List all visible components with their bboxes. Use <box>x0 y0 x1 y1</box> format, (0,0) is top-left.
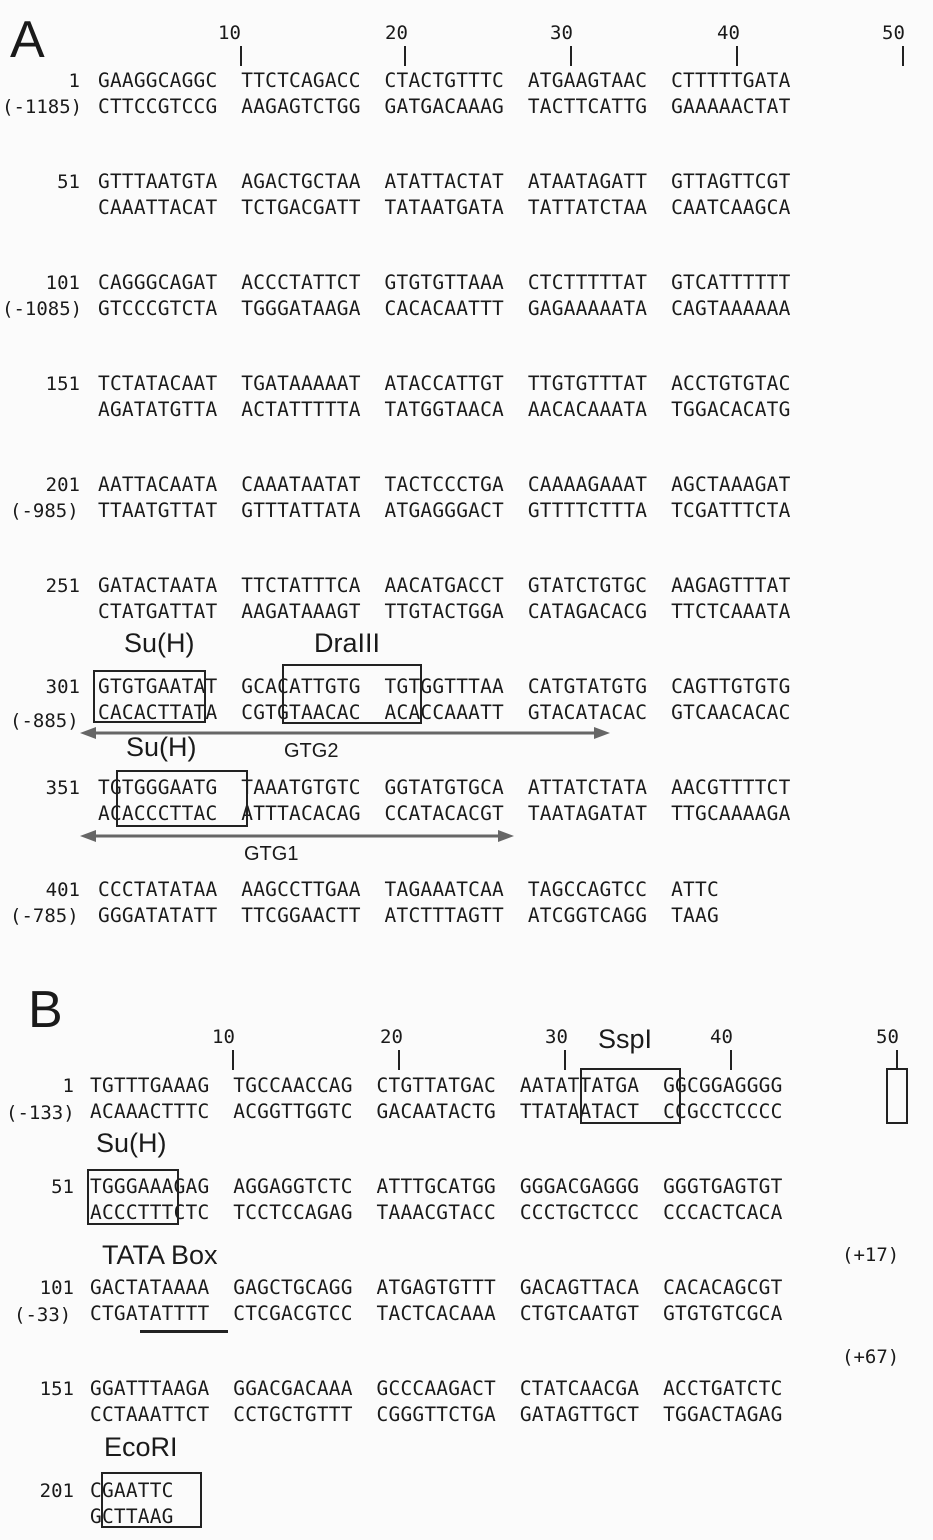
sequence-bottom-strand: CTATGATTAT AAGATAAAGT TTGTACTGGA CATAGACACG TTCTCAAATA <box>98 600 791 623</box>
ruler-num: 40 <box>717 22 740 44</box>
row-coordinate: (-133) <box>6 1102 75 1124</box>
draiii-site-box <box>282 664 422 724</box>
sequence-bottom-strand: CACACTTATA CGTGTAACAC ACACCAAATT GTACATACAC GTCAACACAC <box>98 701 791 724</box>
row-coordinate: (-785) <box>10 905 79 927</box>
sequence-top-strand: CCCTATATAA AAGCCTTGAA TAGAAATCAA TAGCCAGTCC ATTC <box>98 878 719 901</box>
sequence-top-strand: AATTACAATA CAAATAATAT TACTCCCTGA CAAAAGAAAT AGCTAAAGAT <box>98 473 791 496</box>
row-number: 201 <box>45 474 80 496</box>
ruler-tick <box>730 1050 732 1070</box>
ruler-tick <box>902 46 904 66</box>
ruler-num: 10 <box>218 22 241 44</box>
sequence-bottom-strand: CTTCCGTCCG AAGAGTCTGG GATGACAAAG TACTTCATTG GAAAAACTAT <box>98 95 791 118</box>
sequence-bottom-strand: AGATATGTTA ACTATTTTTA TATGGTAACA AACACAAATA TGGACACATG <box>98 398 791 421</box>
row-number: 51 <box>57 171 80 193</box>
ecori-site-box <box>101 1472 202 1528</box>
sequence-top-strand: GATACTAATA TTCTATTTCA AACATGACCT GTATCTGTGC AAGAGTTTAT <box>98 574 791 597</box>
draiii-site-label: DraIII <box>314 628 381 658</box>
row-coordinate: (-1185) <box>2 96 83 118</box>
gtg2-label: GTG2 <box>284 740 339 762</box>
sequence-bottom-strand: CAAATTACAT TCTGACGATT TATAATGATA TATTATCTAA CAATCAAGCA <box>98 196 791 219</box>
gtg1-label: GTG1 <box>244 843 299 865</box>
row-number: 151 <box>45 373 80 395</box>
ruler-num: 20 <box>380 1026 403 1048</box>
row-number: 1 <box>68 70 80 92</box>
tata-box-label: TATA Box <box>102 1240 218 1270</box>
sequence-top-strand: GGATTTAAGA GGACGACAAA GCCCAAGACT CTATCAACGA ACCTGATCTC <box>90 1377 783 1400</box>
ruler-tick <box>570 46 572 66</box>
row-coordinate: (-1085) <box>2 298 83 320</box>
sequence-top-strand: CAGGGCAGAT ACCCTATTCT GTGTGTTAAA CTCTTTTTAT GTCATTTTTT <box>98 271 791 294</box>
suh-site-box <box>93 670 206 723</box>
row-number: 301 <box>45 676 80 698</box>
ecori-site-label: EcoRI <box>104 1432 178 1462</box>
sequence-top-strand: GAAGGCAGGC TTCTCAGACC CTACTGTTTC ATGAAGTAAC CTTTTTGATA <box>98 69 791 92</box>
ruler-num: 50 <box>882 22 905 44</box>
ruler-tick <box>404 46 406 66</box>
row-number: 101 <box>45 272 80 294</box>
ruler-num: 50 <box>876 1026 899 1048</box>
sequence-bottom-strand: GTCCCGTCTA TGGGATAAGA CACACAATTT GAGAAAAATA CAGTAAAAAA <box>98 297 791 320</box>
sequence-top-strand: GTTTAATGTA AGACTGCTAA ATATTACTAT ATAATAGATT GTTAGTTCGT <box>98 170 791 193</box>
suh-site-label: Su(H) <box>96 1128 167 1158</box>
ruler-num: 30 <box>550 22 573 44</box>
sequence-bottom-strand: TTAATGTTAT GTTTATTATA ATGAGGGACT GTTTTCTTTA TCGATTTCTA <box>98 499 791 522</box>
ruler-num: 20 <box>385 22 408 44</box>
position-label-plus17: (+17) <box>842 1244 900 1266</box>
row-number: 101 <box>39 1277 74 1299</box>
ruler-num: 40 <box>710 1026 733 1048</box>
suh-site-box <box>87 1169 179 1225</box>
sequence-top-strand: TGTTTGAAAG TGCCAACCAG CTGTTATGAC AATATTATGA GGCGGAGGGG <box>90 1074 783 1097</box>
sspi-site-label: SspI <box>598 1024 653 1054</box>
row-number: 351 <box>45 777 80 799</box>
ruler-tick <box>896 1050 898 1070</box>
ruler-num: 30 <box>545 1026 568 1048</box>
sequence-top-strand: TGTGGGAATG TAAATGTGTC GGTATGTGCA ATTATCTATA AACGTTTTCT <box>98 776 791 799</box>
row-number: 1 <box>62 1075 74 1097</box>
ruler-tick <box>564 1050 566 1070</box>
suh-site-label: Su(H) <box>126 732 197 762</box>
sequence-top-strand: GACTATAAAA GAGCTGCAGG ATGAGTGTTT GACAGTTACA CACACAGCGT <box>90 1276 783 1299</box>
row-number: 201 <box>39 1480 74 1502</box>
suh-site-label: Su(H) <box>124 628 195 658</box>
ruler-tick <box>398 1050 400 1070</box>
sequence-top-strand: GTGTGAATAT GCACATTGTG TGTGGTTTAA CATGTATGTG CAGTTGTGTG <box>98 675 791 698</box>
row-coordinate: (-985) <box>10 500 79 522</box>
row-number: 51 <box>51 1176 74 1198</box>
sequence-bottom-strand: CCTAAATTCT CCTGCTGTTT CGGGTTCTGA GATAGTTGCT TGGACTAGAG <box>90 1403 783 1426</box>
sequence-top-strand: TCTATACAAT TGATAAAAAT ATACCATTGT TTGTGTTTAT ACCTGTGTAC <box>98 372 791 395</box>
sequence-bottom-strand: GGGATATATT TTCGGAACTT ATCTTTAGTT ATCGGTCAGG TAAG <box>98 904 719 927</box>
row-coordinate: (-33) <box>14 1304 72 1326</box>
tata-box-underline <box>140 1330 228 1333</box>
position-label-plus67: (+67) <box>842 1346 900 1368</box>
sequence-top-strand: CGAATTC <box>90 1479 174 1502</box>
row-number: 151 <box>39 1378 74 1400</box>
sequence-bottom-strand: GCTTAAG <box>90 1505 174 1528</box>
sspi-site-box <box>580 1068 681 1124</box>
row-number: 251 <box>45 575 80 597</box>
ruler-tick <box>232 1050 234 1070</box>
suh-site-box <box>116 770 248 827</box>
sequence-top-strand: TGGGAAAGAG AGGAGGTCTC ATTTGCATGG GGGACGAGGG GGGTGAGTGT <box>90 1175 783 1198</box>
sequence-bottom-strand: ACACCCTTAC ATTTACACAG CCATACACGT TAATAGATAT TTGCAAAAGA <box>98 802 791 825</box>
panel-a-letter: A <box>10 11 45 69</box>
sequence-bottom-strand: ACAAACTTTC ACGGTTGGTC GACAATACTG TTATAATACT CCGCCTCCCC <box>90 1100 783 1123</box>
suh-site-box <box>886 1068 908 1124</box>
ruler-tick <box>736 46 738 66</box>
sequence-bottom-strand: CTGATATTTT CTCGACGTCC TACTCACAAA CTGTCAATGT GTGTGTCGCA <box>90 1302 783 1325</box>
sequence-bottom-strand: ACCCTTTCTC TCCTCCAGAG TAAACGTACC CCCTGCTCCC CCCACTCACA <box>90 1201 783 1224</box>
panel-b-letter: B <box>28 981 63 1039</box>
row-coordinate: (-885) <box>10 710 79 732</box>
row-number: 401 <box>45 879 80 901</box>
ruler-tick <box>240 46 242 66</box>
ruler-num: 10 <box>212 1026 235 1048</box>
